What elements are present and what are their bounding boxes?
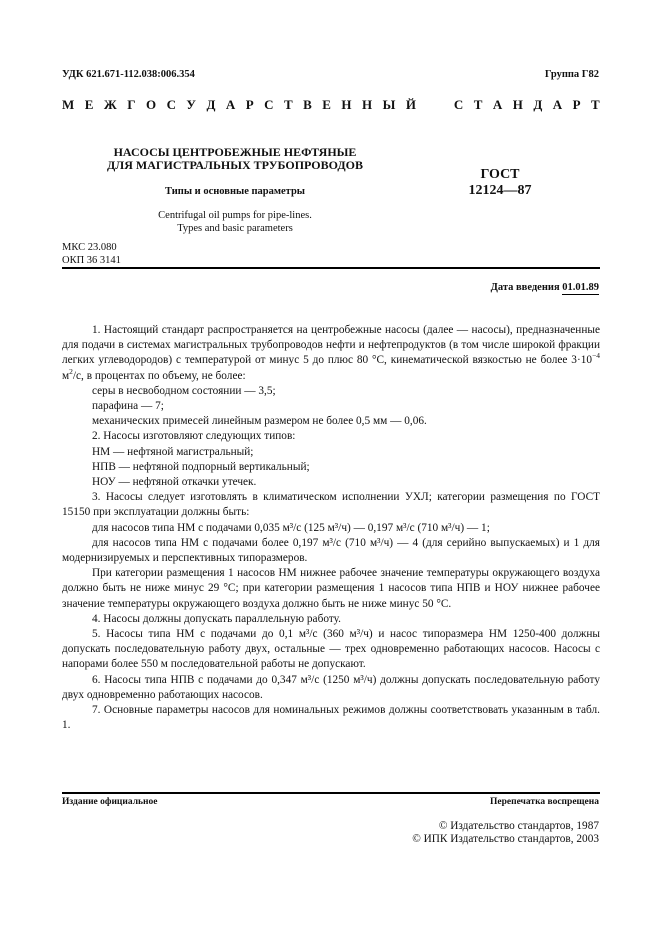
title-line-1: НАСОСЫ ЦЕНТРОБЕЖНЫЕ НЕФТЯНЫЕ	[113, 145, 357, 159]
english-title-line-1: Centrifugal oil pumps for pipe-lines.	[158, 210, 312, 221]
copyright-block	[412, 820, 599, 846]
footer-divider	[62, 792, 600, 794]
heading-letter: Ы	[382, 97, 396, 112]
okp-code: ОКП 36 3141	[62, 254, 121, 266]
copyright-1987: © Издательство стандартов, 1987	[438, 820, 599, 832]
heading-letter: Г	[127, 97, 136, 112]
heading-letter: Е	[84, 97, 94, 112]
heading-letter: Р	[245, 97, 254, 112]
heading-letter	[426, 97, 429, 113]
heading-letter: Р	[572, 97, 581, 112]
unit: м	[62, 369, 70, 382]
paragraph-1	[62, 323, 600, 384]
reprint-prohibited-label: Перепечатка воспрещена	[489, 797, 599, 807]
exponent: −4	[592, 351, 600, 361]
title-line-2: ДЛЯ МАГИСТРАЛЬНЫХ ТРУБОПРОВОДОВ	[107, 158, 363, 172]
heading-letter: М	[62, 97, 75, 112]
heading-letter	[440, 97, 443, 113]
title-block	[100, 146, 370, 235]
document-body	[62, 323, 600, 733]
heading-letter: А	[492, 97, 503, 112]
group-code: Группа Г82	[544, 69, 599, 80]
subtitle: Типы и основные параметры	[164, 186, 306, 197]
heading-letter: Т	[284, 97, 293, 112]
heading-letter: Н	[362, 97, 373, 112]
heading-letter: Ж	[103, 97, 117, 112]
heading-letter: Д	[206, 97, 216, 112]
heading-letter: Д	[533, 97, 543, 112]
gost-label: ГОСТ	[480, 167, 520, 182]
effective-date-label: Дата введения	[490, 282, 563, 293]
heading-letter: Т	[473, 97, 483, 112]
classification-codes	[62, 242, 121, 267]
type-npv: НПВ — нефтяной подпорный вертикальный;	[92, 460, 310, 473]
heading-letter: С	[166, 97, 176, 112]
paragraph-3a: для насосов типа НМ с подачами 0,035 м³/с (125 м³/ч) — 0,197 м³/с (710 м³/ч) — 1;	[92, 521, 490, 534]
paragraph-3b: для насосов типа НМ с подачами более 0,197 м³/с (710 м³/ч) — 4 (для серийно выпускаемых) и 1 для модернизируемых и перспективных типоразмеров.	[62, 536, 600, 565]
heading-letter: Т	[591, 97, 600, 112]
heading-letter: О	[145, 97, 157, 112]
paragraph-1-text: 1. Настоящий стандарт распространяется на центробежные насосы (далее — насосы), предназначенные для подачи в системах магистральных трубопроводов нефти и нефтепродуктов (в том числе широкой фракции легких углеводородов) с температурой от минус 5 до плюс 80 °С, кинематической вязкостью не более 3·10	[62, 324, 600, 367]
heading-letter: В	[303, 97, 312, 112]
heading-letter: С	[453, 97, 464, 112]
heading-letter: А	[552, 97, 563, 112]
type-nm: НМ — нефтяной магистральный;	[92, 445, 254, 458]
paragraph-3c: При категории размещения 1 насосов НМ нижнее рабочее значение температуры окружающего воздуха должно быть не ниже минус 29 °С; при категории размещения 1 насосов типа НПВ и НОУ нижнее рабочее значение температуры окружающего воздуха должно быть не ниже минус 50 °С.	[62, 567, 600, 610]
english-title	[100, 210, 370, 235]
paragraph-1-tail: /с, в процентах по объему, не более:	[72, 369, 246, 382]
heading-letter: Н	[512, 97, 523, 112]
heading-letter: Й	[405, 97, 416, 112]
heading-letter: Н	[341, 97, 352, 112]
mks-code: МКС 23.080	[62, 242, 117, 253]
paragraph-4: 4. Насосы должны допускать параллельную работу.	[92, 612, 341, 625]
limit-sulfur: серы в несвободном состоянии — 3,5;	[92, 384, 276, 397]
paragraph-2: 2. Насосы изготовляют следующих типов:	[92, 430, 296, 443]
type-nou: НОУ — нефтяной откачки утечек.	[92, 476, 257, 489]
top-divider	[62, 267, 600, 269]
copyright-2003: © ИПК Издательство стандартов, 2003	[412, 833, 599, 845]
udk-code: УДК 621.671-112.038:006.354	[62, 69, 195, 80]
effective-date	[491, 282, 599, 293]
standard-type-heading	[62, 97, 600, 113]
effective-date-value: 01.01.89	[562, 282, 599, 293]
unit-exponent: 2	[69, 366, 73, 376]
heading-letter: Е	[322, 97, 331, 112]
official-edition-label: Издание официальное	[62, 797, 158, 807]
paragraph-3: 3. Насосы следует изготовлять в климатическом исполнении УХЛ; категории размещения по ГОСТ 15150 при эксплуатации должны быть:	[62, 491, 600, 519]
heading-letter: С	[264, 97, 274, 112]
paragraph-5: 5. Насосы типа НМ с подачами до 0,1 м³/с (360 м³/ч) и насос типоразмера НМ 1250-400 должны допускать последовательную работу двух, остальные — трех одновременно работающих насосов. Насосы с напорами более 550 м последовательной работы не допускают.	[62, 628, 600, 671]
gost-number: 12124—87	[468, 183, 532, 198]
heading-letter: У	[186, 97, 196, 112]
paragraph-6: 6. Насосы типа НПВ с подачами до 0,347 м³/с (1250 м³/ч) должны допускать последовательную работу двух одновременно работающих насосов.	[62, 673, 600, 701]
english-title-line-2: Types and basic parameters	[177, 222, 293, 234]
heading-letter: А	[225, 97, 236, 112]
limit-paraffin: парафина — 7;	[92, 400, 164, 413]
limit-impurities: механических примесей линейным размером не более 0,5 мм — 0,06.	[92, 415, 427, 428]
gost-designation	[445, 167, 555, 199]
paragraph-7: 7. Основные параметры насосов для номинальных режимов должны соответствовать указанным в табл. 1.	[62, 704, 600, 732]
